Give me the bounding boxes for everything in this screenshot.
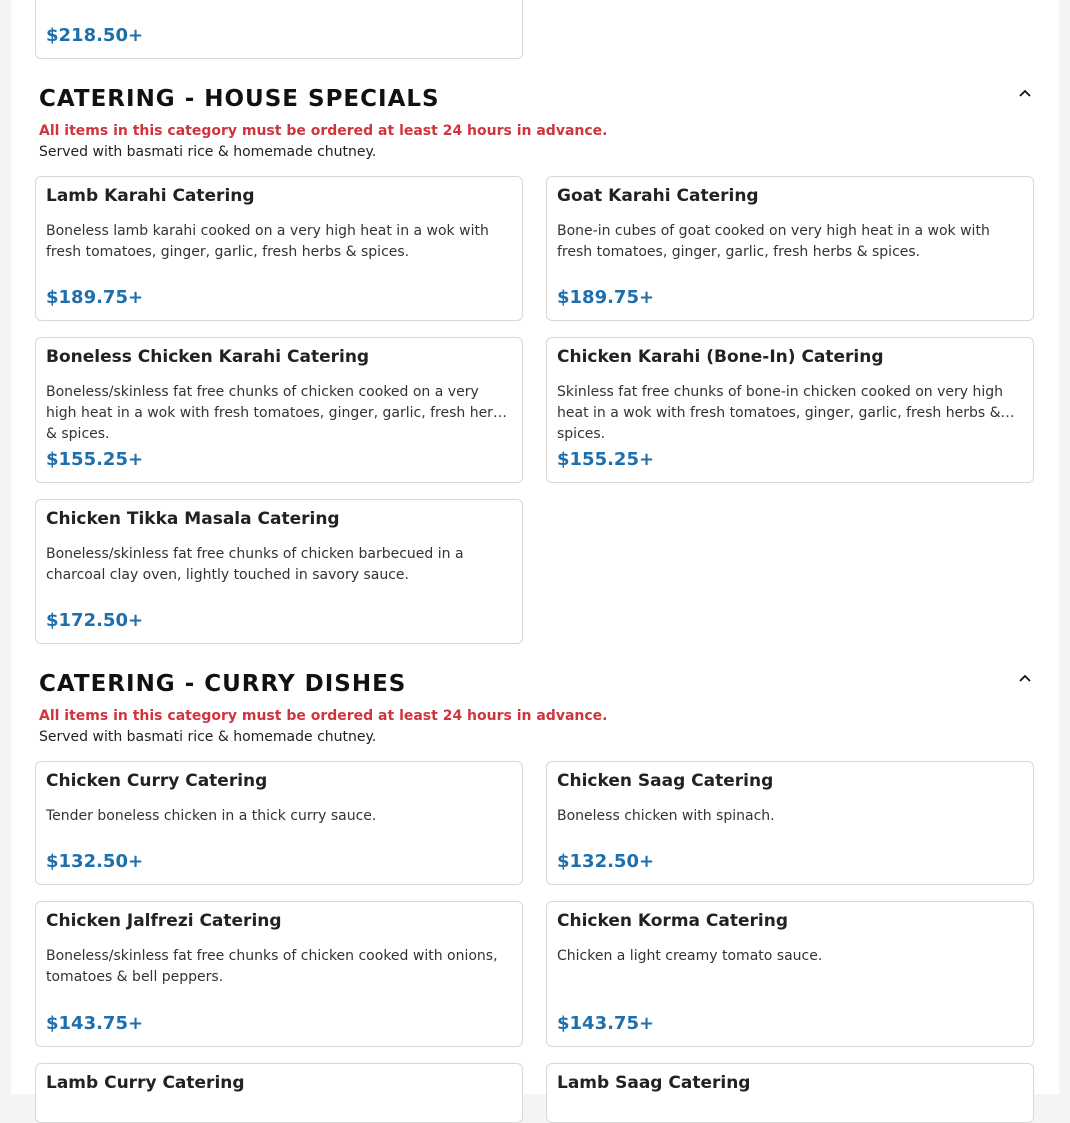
item-price: $132.50+ <box>46 851 144 872</box>
item-price: $189.75+ <box>46 287 144 308</box>
section-title: CATERING - HOUSE SPECIALS <box>39 86 440 112</box>
menu-item-card[interactable] <box>546 901 1034 1047</box>
chevron-up-icon[interactable] <box>1017 85 1033 101</box>
menu-item-card[interactable] <box>35 176 523 321</box>
item-name: Boneless Chicken Karahi Catering <box>46 347 370 367</box>
section-note: Served with basmati rice & homemade chutney. <box>39 144 377 160</box>
item-price: $132.50+ <box>557 851 655 872</box>
item-description: Boneless lamb karahi cooked on a very high heat in a wok with fresh tomatoes, ginger, garlic, fresh herbs & spices. <box>46 223 489 260</box>
item-description: Boneless chicken with spinach. <box>557 808 775 824</box>
item-name: Chicken Tikka Masala Catering <box>46 509 340 529</box>
item-price: $143.75+ <box>557 1013 655 1034</box>
item-price: $155.25+ <box>46 449 144 470</box>
item-price: $218.50+ <box>46 25 144 46</box>
item-name: Chicken Korma Catering <box>557 911 789 931</box>
menu-item-card[interactable] <box>546 176 1034 321</box>
item-name: Goat Karahi Catering <box>557 186 759 206</box>
section-title: CATERING - CURRY DISHES <box>39 671 407 697</box>
item-name: Lamb Saag Catering <box>557 1073 751 1093</box>
item-description: Tender boneless chicken in a thick curry sauce. <box>46 808 377 824</box>
item-description: Boneless/skinless fat free chunks of chicken barbecued in a charcoal clay oven, lightly touched in savory sauce. <box>46 546 464 583</box>
item-price: $189.75+ <box>557 287 655 308</box>
menu-item-card[interactable] <box>546 761 1034 885</box>
item-name: Chicken Karahi (Bone-In) Catering <box>557 347 884 367</box>
item-price: $155.25+ <box>557 449 655 470</box>
item-price: $172.50+ <box>46 610 144 631</box>
item-description: Boneless/skinless fat free chunks of chicken cooked on a very high heat in a wok with fresh tomatoes, ginger, garlic, fresh herbs & spices. <box>46 384 510 442</box>
menu-item-card[interactable] <box>35 0 523 59</box>
item-name: Chicken Saag Catering <box>557 771 774 791</box>
chevron-up-icon[interactable] <box>1017 670 1033 686</box>
menu-item-card[interactable] <box>35 761 523 885</box>
section-warning: All items in this category must be ordered at least 24 hours in advance. <box>39 123 608 139</box>
item-name: Lamb Curry Catering <box>46 1073 245 1093</box>
item-description: Bone-in cubes of goat cooked on very high heat in a wok with fresh tomatoes, ginger, garlic, fresh herbs & spices. <box>557 223 990 260</box>
menu-item-card[interactable] <box>35 337 523 483</box>
item-description: Boneless/skinless fat free chunks of chicken cooked with onions, tomatoes & bell peppers. <box>46 948 498 985</box>
menu-item-card[interactable] <box>35 901 523 1047</box>
item-description: Skinless fat free chunks of bone-in chicken cooked on very high heat in a wok with fresh tomatoes, ginger, garlic, fresh herbs & spices. <box>557 384 1004 442</box>
item-description: Chicken a light creamy tomato sauce. <box>557 948 823 964</box>
item-name: Chicken Jalfrezi Catering <box>46 911 282 931</box>
menu-item-card[interactable] <box>35 1063 523 1123</box>
item-price: $143.75+ <box>46 1013 144 1034</box>
menu-item-card[interactable] <box>35 499 523 644</box>
section-note: Served with basmati rice & homemade chutney. <box>39 729 377 745</box>
menu-item-card[interactable] <box>546 1063 1034 1123</box>
menu-page <box>11 0 1059 1094</box>
menu-item-card[interactable] <box>546 337 1034 483</box>
item-name: Chicken Curry Catering <box>46 771 268 791</box>
item-name: Lamb Karahi Catering <box>46 186 255 206</box>
section-warning: All items in this category must be ordered at least 24 hours in advance. <box>39 708 608 724</box>
